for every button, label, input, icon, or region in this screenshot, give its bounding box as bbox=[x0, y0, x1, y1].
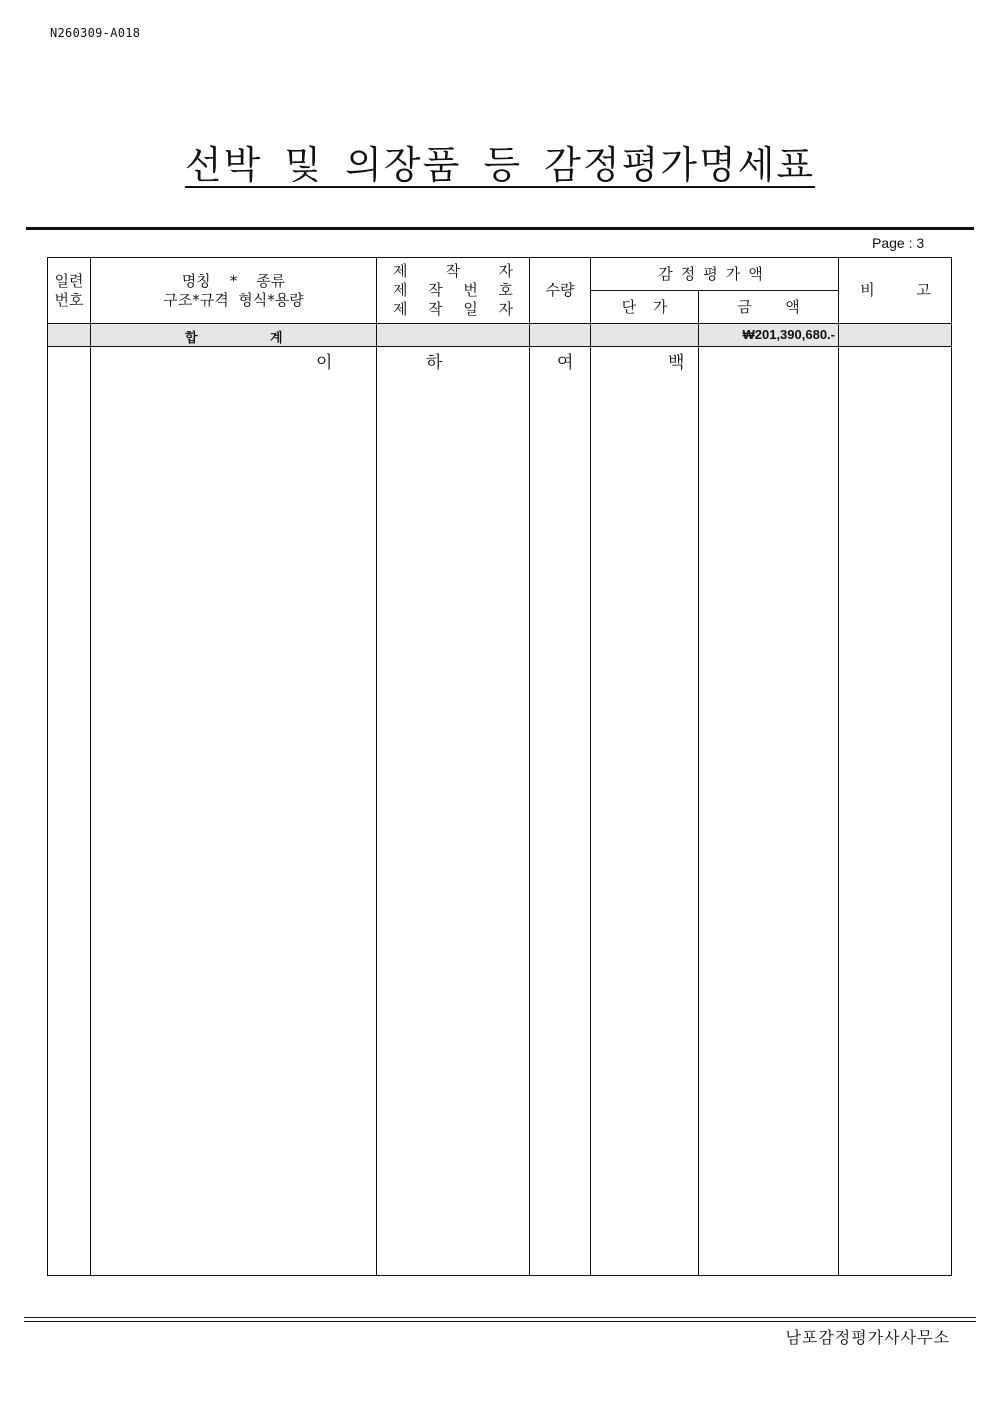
col-line-6 bbox=[838, 257, 839, 1276]
header-maker-char: 제 bbox=[393, 300, 408, 318]
col-line-4 bbox=[590, 257, 591, 1276]
header-maker-char: 호 bbox=[498, 281, 513, 299]
header-serial-number: 일련 번호 bbox=[54, 271, 84, 309]
total-row-bottom-line bbox=[47, 346, 952, 347]
header-maker-char: 자 bbox=[498, 262, 513, 280]
col-line-2 bbox=[376, 257, 377, 1276]
header-unit-price: 단 가 bbox=[621, 297, 668, 316]
header-maker-char: 번 bbox=[463, 281, 478, 299]
header-maker-char: 작 bbox=[428, 300, 443, 318]
header-appraisal-amount: 감정평가액 bbox=[658, 264, 771, 283]
header-maker-line-1 bbox=[393, 262, 513, 281]
total-label-left: 합 bbox=[185, 331, 198, 346]
col-line-5 bbox=[698, 290, 699, 1276]
header-maker-char: 작 bbox=[428, 281, 443, 299]
header-quantity: 수량 bbox=[545, 281, 575, 299]
header-maker-line-2 bbox=[393, 281, 513, 300]
header-maker bbox=[377, 258, 529, 323]
document-id: N260309-A018 bbox=[50, 26, 141, 40]
header-maker-char: 작 bbox=[445, 262, 461, 280]
appraisal-table bbox=[47, 257, 952, 1276]
total-amount: ₩201,390,680.- bbox=[742, 327, 835, 342]
header-maker-char: 제 bbox=[393, 262, 408, 280]
header-bottom-line bbox=[47, 323, 952, 324]
header-maker-char: 제 bbox=[393, 281, 408, 299]
footer-office-name: 남포감정평가사사무소 bbox=[785, 1328, 950, 1347]
page-number: Page : 3 bbox=[872, 235, 925, 251]
void-mark-3: 여 bbox=[557, 353, 574, 373]
void-mark-4: 백 bbox=[668, 353, 685, 373]
footer-rule-2 bbox=[24, 1321, 976, 1322]
col-line-1 bbox=[90, 257, 91, 1276]
total-label-right: 계 bbox=[270, 331, 283, 346]
header-amount: 금 액 bbox=[737, 297, 800, 316]
header-remarks: 비 고 bbox=[860, 281, 931, 299]
page-title-text: 선박 및 의장품 등 감정평가명세표 bbox=[184, 143, 816, 187]
header-maker-line-3 bbox=[393, 300, 513, 319]
footer-rule-1 bbox=[24, 1317, 976, 1318]
void-mark-1: 이 bbox=[316, 353, 333, 373]
top-rule bbox=[26, 227, 974, 230]
col-line-3 bbox=[529, 257, 530, 1276]
header-maker-char: 자 bbox=[498, 300, 513, 318]
page-title bbox=[0, 134, 1000, 189]
header-name-type: 명칭 * 종류 구조*규격 형식*용량 bbox=[163, 271, 304, 309]
void-mark-2: 하 bbox=[426, 353, 443, 373]
header-maker-char: 일 bbox=[463, 300, 478, 318]
